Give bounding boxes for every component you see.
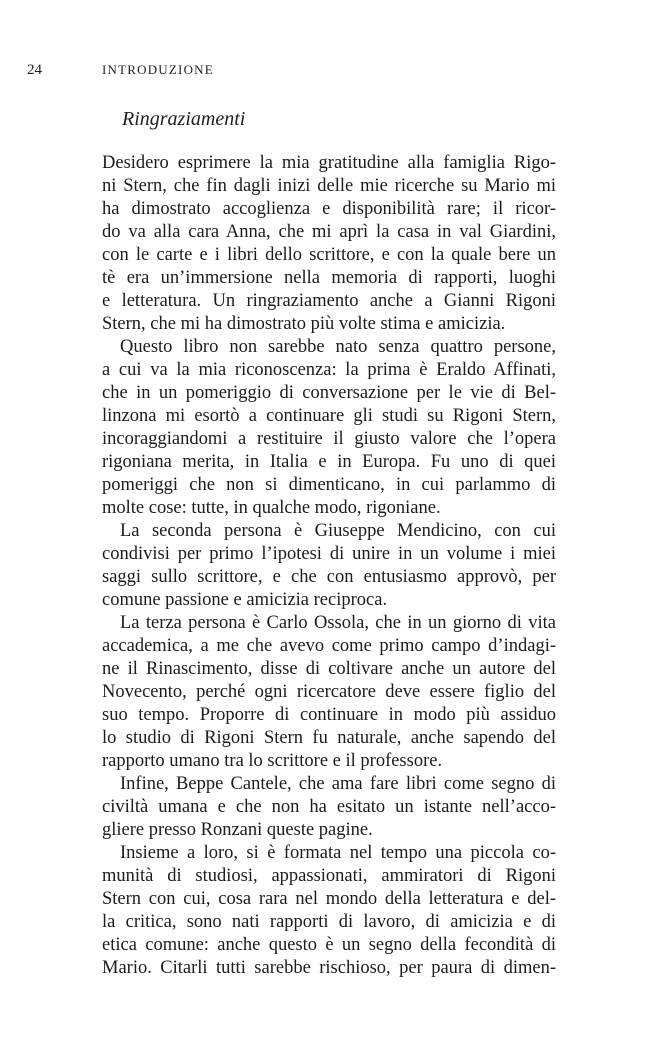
text-line: ne il Rinascimento, disse di coltivare anche un autore del [102,659,556,679]
section-heading: Ringraziamenti [122,108,246,130]
text-line: ni Stern, che fin dagli inizi delle mie ricerche su Mario mi [102,176,556,196]
text-line: linzona mi esortò a continuare gli studi su Rigoni Stern, [102,406,556,426]
text-line: Questo libro non sarebbe nato senza quattro persone, [120,337,556,357]
text-line: Stern, che mi ha dimostrato più volte stima e amicizia. [102,314,506,334]
text-line: tè era un’immersione nella memoria di rapporti, luoghi [102,268,556,288]
text-line: a cui va la mia riconoscenza: la prima è Eraldo Affinati, [102,360,556,380]
text-line: Novecento, perché ogni ricercatore deve essere figlio del [102,682,556,702]
text-line: che in un pomeriggio di conversazione per le vie di Bel- [102,383,556,403]
text-line: gliere presso Ronzani queste pagine. [102,820,373,840]
text-line: con le carte e i libri dello scrittore, e con la quale bere un [102,245,556,265]
text-line: munità di studiosi, appassionati, ammiratori di Rigoni [102,866,556,886]
text-line: suo tempo. Proporre di continuare in modo più assiduo [102,705,556,725]
text-line: incoraggiandomi a restituire il giusto valore che l’opera [102,429,556,449]
text-line: La seconda persona è Giuseppe Mendicino, con cui [120,521,556,541]
text-line: rapporto umano tra lo scrittore e il professore. [102,751,443,771]
text-line: pomeriggi che non si dimenticano, in cui parlammo di [102,475,556,495]
running-head-section: INTRODUZIONE [102,62,214,77]
text-line: civiltà umana e che non ha esitato un istante nell’acco- [102,797,556,817]
text-line: Desidero esprimere la mia gratitudine alla famiglia Rigo- [102,153,556,173]
text-line: Infine, Beppe Cantele, che ama fare libri come segno di [120,774,556,794]
text-line: accademica, a me che avevo come primo campo d’indagi- [102,636,556,656]
text-line: molte cose: tutte, in qualche modo, rigoniane. [102,498,441,518]
text-line: condivisi per primo l’ipotesi di unire in un volume i miei [102,544,556,564]
text-line: etica comune: anche questo è un segno della fecondità di [102,935,556,955]
text-line: ha dimostrato accoglienza e disponibilità rare; il ricor- [102,199,556,219]
text-line: Stern con cui, cosa rara nel mondo della letteratura e del- [102,889,556,909]
text-line: Insieme a loro, si è formata nel tempo una piccola co- [120,843,556,863]
text-line: rigoniana merita, in Italia e in Europa. Fu uno di quei [102,452,556,472]
text-line: lo studio di Rigoni Stern fu naturale, anche sapendo del [102,728,556,748]
text-line: e letteratura. Un ringraziamento anche a Gianni Rigoni [102,291,556,311]
text-line: la critica, sono nati rapporti di lavoro, di amicizia e di [102,912,556,932]
text-line: do va alla cara Anna, che mi aprì la casa in val Giardini, [102,222,556,242]
page-number: 24 [27,62,42,78]
running-head [27,61,214,79]
text-line: comune passione e amicizia reciproca. [102,590,388,610]
text-line: saggi sullo scrittore, e che con entusiasmo approvò, per [102,567,556,587]
text-line: Mario. Citarli tutti sarebbe rischioso, per paura di dimen- [102,958,556,978]
body-text [102,152,556,980]
text-line: La terza persona è Carlo Ossola, che in un giorno di vita [120,613,556,633]
